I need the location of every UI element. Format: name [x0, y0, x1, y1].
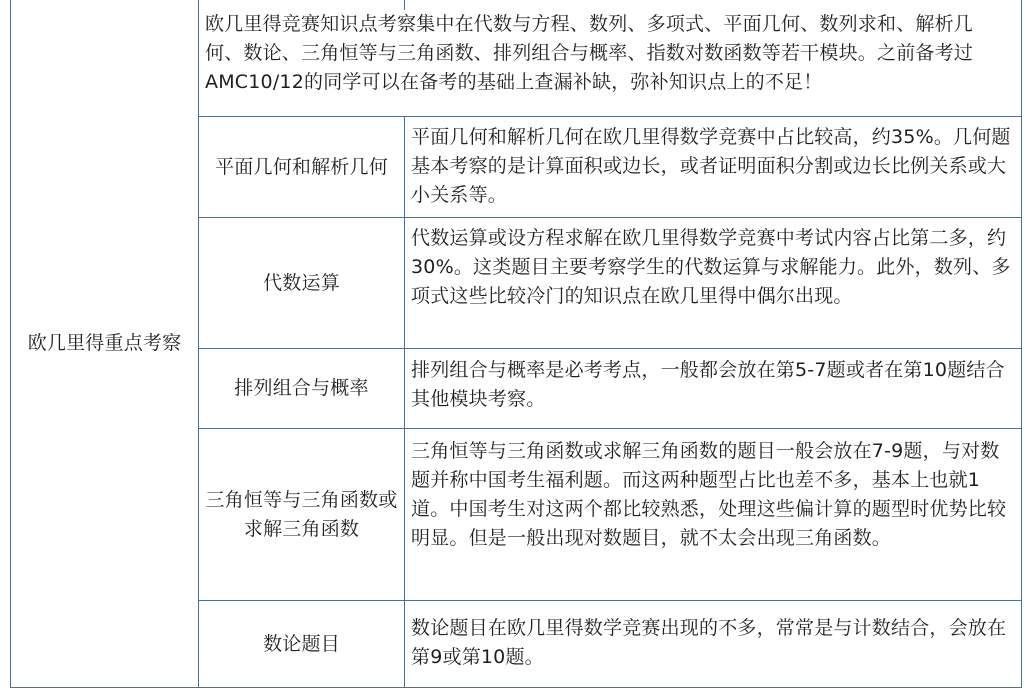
- topic-cell-algebra: [199, 218, 404, 348]
- topic-cell-number-theory: [199, 601, 404, 687]
- table-border-bottom: [10, 687, 1022, 688]
- description-cell-combinatorics: [405, 356, 1021, 428]
- topic-cell-geometry: [199, 117, 404, 217]
- description-cell-trigonometry: [405, 437, 1021, 600]
- description-cell-algebra: [405, 224, 1021, 348]
- topic-label: 排列组合与概率: [234, 377, 369, 399]
- main-category-label: 欧几里得重点考察: [27, 332, 182, 354]
- table-border-right: [1021, 0, 1022, 688]
- knowledge-table: [10, 0, 1022, 688]
- description-text: 排列组合与概率是必考考点，一般都会放在第5-7题或者在第10题结合其他模块考察。: [411, 359, 1005, 410]
- topic-cell-trigonometry: [199, 429, 404, 600]
- main-category-cell: [11, 0, 198, 687]
- topic-label: 代数运算: [263, 271, 340, 294]
- description-text: 三角恒等与三角函数或求解三角函数的题目一般会放在7-9题，与对数题并称中国考生福利题。而这两种题型占比也差不多，基本上也就1道。中国考生对这两个都比较熟悉，处理这些偏计算的题型时优势比较明显。但是一般出现对数题目，就不太会出现三角函数。: [411, 440, 1007, 549]
- description-text: 平面几何和解析几何在欧几里得数学竞赛中占比较高，约35%。几何题基本考察的是计算面积或边长，或者证明面积分割或边长比例关系或大小关系等。: [411, 126, 1011, 206]
- topic-label: 平面几何和解析几何: [215, 155, 388, 178]
- topic-label: 数论题目: [263, 632, 340, 655]
- intro-cell: [199, 0, 1021, 116]
- description-text: 代数运算或设方程求解在欧几里得数学竞赛中考试内容占比第二多，约30%。这类题目主要考察学生的代数运算与求解能力。此外，数列、多项式这些比较冷门的知识点在欧几里得中偶尔出现。: [411, 227, 1011, 307]
- topic-label: 三角恒等与三角函数或求解三角函数: [205, 488, 398, 540]
- description-cell-number-theory: [405, 614, 1021, 687]
- description-text: 数论题目在欧几里得数学竞赛出现的不多，常常是与计数结合，会放在第9或第10题。: [411, 617, 1007, 668]
- topic-cell-combinatorics: [199, 349, 404, 428]
- intro-text: 欧几里得竞赛知识点考察集中在代数与方程、数列、多项式、平面几何、数列求和、解析几何、数论、三角恒等与三角函数、排列组合与概率、指数对数函数等若干模块。之前备考过AMC10/12的同学可以在备考的基础上查漏补缺，弥补知识点上的不足！: [205, 13, 974, 93]
- description-cell-geometry: [405, 123, 1021, 217]
